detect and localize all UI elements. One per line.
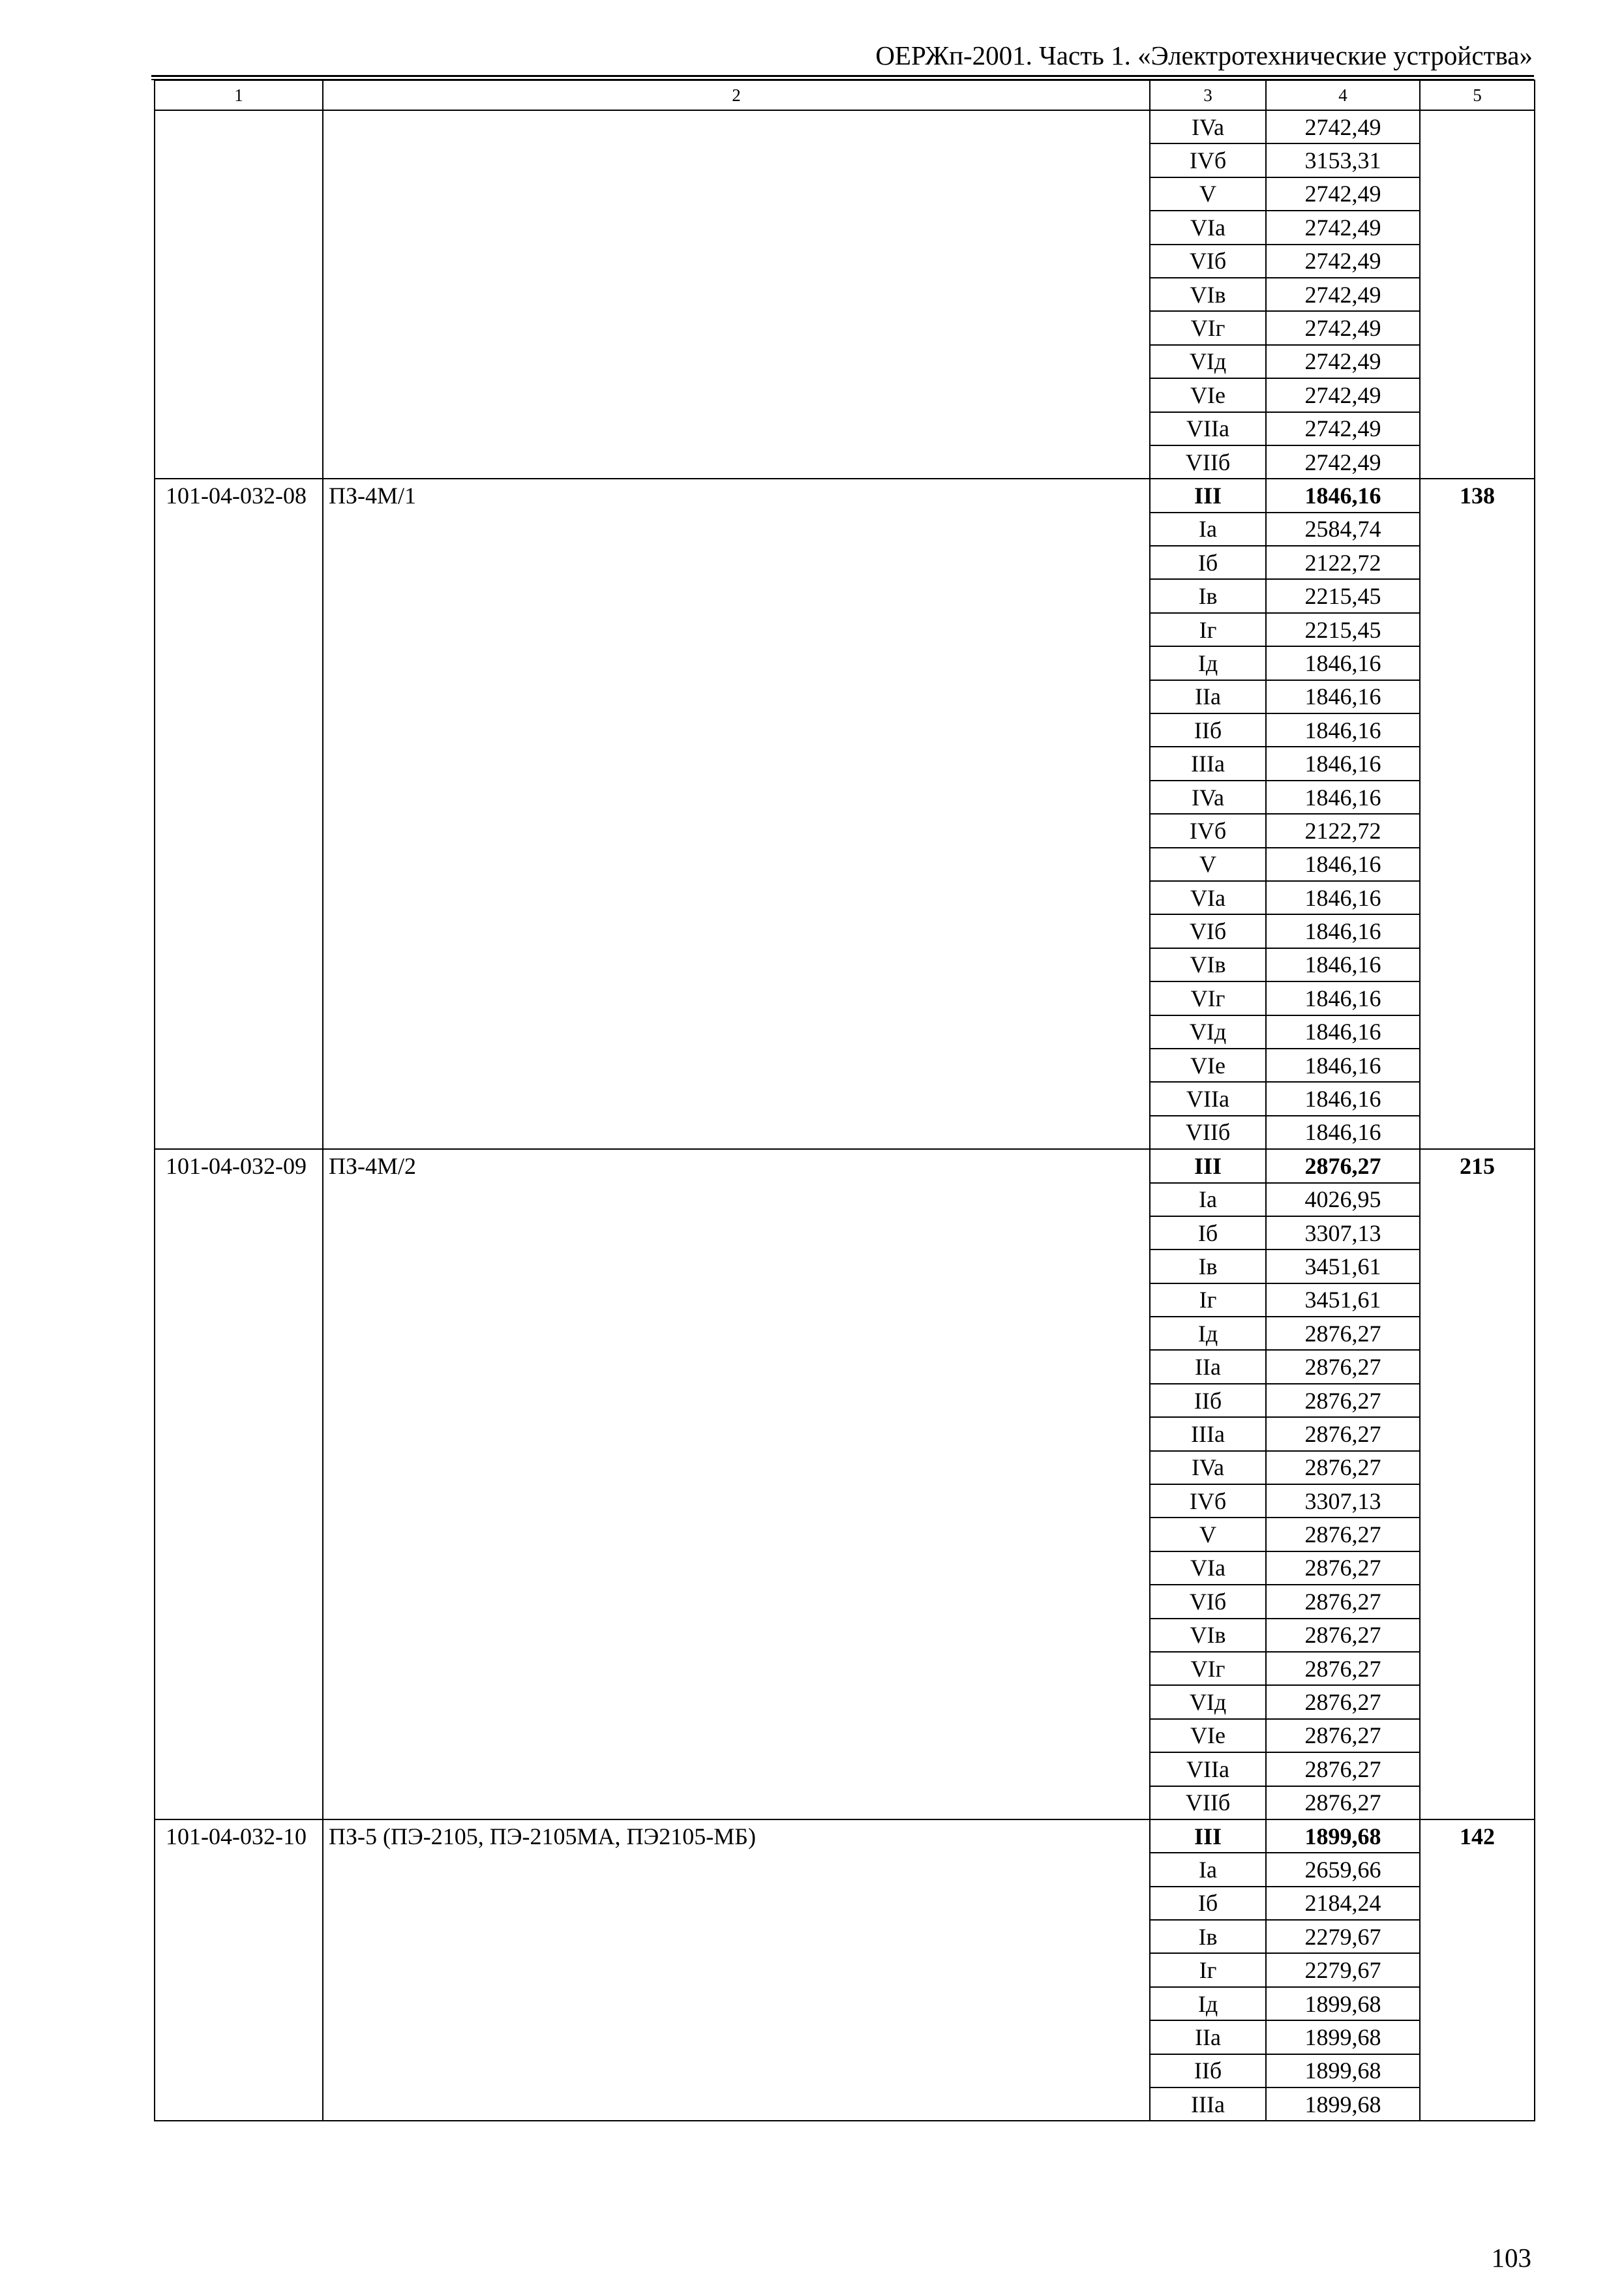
zone-cell: VIб [1150, 914, 1266, 948]
price-cell: 2742,49 [1266, 278, 1420, 311]
zone-cell: Iг [1150, 613, 1266, 646]
column-number: 2 [323, 80, 1150, 110]
price-cell: 2876,27 [1266, 1585, 1420, 1618]
price-cell: 3451,61 [1266, 1283, 1420, 1317]
zone-cell: VIIa [1150, 412, 1266, 445]
price-cell: 3307,13 [1266, 1216, 1420, 1249]
zone-cell: V [1150, 848, 1266, 881]
rates-table-body [155, 80, 1535, 2121]
price-cell: 1846,16 [1266, 948, 1420, 981]
header-rule-top [151, 75, 1534, 77]
zone-cell: IIIa [1150, 2087, 1266, 2121]
zone-cell: VIб [1150, 245, 1266, 278]
price-cell: 2876,27 [1266, 1384, 1420, 1417]
price-cell: 1846,16 [1266, 914, 1420, 948]
zone-cell: VIIa [1150, 1082, 1266, 1115]
table-row [155, 1149, 1535, 1182]
zone-cell: IVa [1150, 110, 1266, 143]
item-name: ПЗ-4М/1 [323, 479, 1150, 1149]
zone-cell: VIIб [1150, 445, 1266, 479]
price-cell: 2279,67 [1266, 1920, 1420, 1953]
zone-cell: VIa [1150, 881, 1266, 914]
zone-cell: IVб [1150, 1484, 1266, 1518]
zone-cell: VIд [1150, 1015, 1266, 1049]
zone-cell: Iв [1150, 579, 1266, 612]
price-cell: 2742,49 [1266, 412, 1420, 445]
price-cell: 2876,27 [1266, 1551, 1420, 1585]
table-row [155, 110, 1535, 143]
price-cell: 1846,16 [1266, 981, 1420, 1015]
zone-cell: VIг [1150, 981, 1266, 1015]
price-cell: 1846,16 [1266, 781, 1420, 814]
item-code: 101-04-032-08 [155, 479, 323, 1149]
column-number: 4 [1266, 80, 1420, 110]
price-cell: 1846,16 [1266, 1015, 1420, 1049]
zone-cell: VIб [1150, 1585, 1266, 1618]
price-cell: 2876,27 [1266, 1417, 1420, 1450]
price-cell: 2215,45 [1266, 579, 1420, 612]
zone-cell: Iг [1150, 1953, 1266, 1986]
price-cell: 1846,16 [1266, 680, 1420, 713]
price-cell: 2876,27 [1266, 1652, 1420, 1685]
item-name [323, 110, 1150, 479]
zone-cell: IVa [1150, 1451, 1266, 1484]
price-cell: 2876,27 [1266, 1786, 1420, 1819]
zone-cell: Ia [1150, 513, 1266, 546]
price-cell: 2876,27 [1266, 1451, 1420, 1484]
zone-cell: Iб [1150, 1216, 1266, 1249]
price-cell: 3307,13 [1266, 1484, 1420, 1518]
price-cell: 1899,68 [1266, 2087, 1420, 2121]
price-cell: 1899,68 [1266, 2054, 1420, 2087]
zone-cell: V [1150, 177, 1266, 211]
zone-cell: Ia [1150, 1183, 1266, 1216]
price-cell: 1846,16 [1266, 713, 1420, 747]
zone-cell: Iб [1150, 1887, 1266, 1920]
price-cell: 2876,27 [1266, 1518, 1420, 1551]
zone-cell: Iд [1150, 1317, 1266, 1350]
zone-cell: IIб [1150, 713, 1266, 747]
item-name: ПЗ-4М/2 [323, 1149, 1150, 1819]
item-code [155, 110, 323, 479]
zone-cell: IIб [1150, 1384, 1266, 1417]
zone-cell: III [1150, 1149, 1266, 1182]
zone-cell: IIa [1150, 1350, 1266, 1383]
price-cell: 2742,49 [1266, 177, 1420, 211]
zone-cell: VIe [1150, 378, 1266, 411]
item-name: ПЗ-5 (ПЭ-2105, ПЭ-2105МА, ПЭ2105-МБ) [323, 1819, 1150, 2121]
price-cell: 2742,49 [1266, 110, 1420, 143]
item-code: 101-04-032-10 [155, 1819, 323, 2121]
price-cell: 2876,27 [1266, 1149, 1420, 1182]
zone-cell: VIв [1150, 278, 1266, 311]
zone-cell: Iд [1150, 646, 1266, 680]
total-cell: 138 [1420, 479, 1535, 1149]
zone-cell: IVa [1150, 781, 1266, 814]
item-code: 101-04-032-09 [155, 1149, 323, 1819]
column-number: 1 [155, 80, 323, 110]
column-number-row [155, 80, 1535, 110]
price-cell: 1899,68 [1266, 1819, 1420, 1853]
price-cell: 2742,49 [1266, 345, 1420, 378]
zone-cell: VIг [1150, 1652, 1266, 1685]
price-cell: 3451,61 [1266, 1249, 1420, 1283]
price-cell: 2876,27 [1266, 1619, 1420, 1652]
zone-cell: Iг [1150, 1283, 1266, 1317]
zone-cell: VIe [1150, 1719, 1266, 1752]
total-cell: 215 [1420, 1149, 1535, 1819]
price-cell: 2876,27 [1266, 1350, 1420, 1383]
price-cell: 2876,27 [1266, 1719, 1420, 1752]
price-cell: 1846,16 [1266, 1082, 1420, 1115]
zone-cell: VIa [1150, 211, 1266, 244]
price-cell: 1846,16 [1266, 881, 1420, 914]
total-cell [1420, 110, 1535, 479]
zone-cell: IVб [1150, 814, 1266, 847]
price-cell: 1846,16 [1266, 1116, 1420, 1149]
zone-cell: Iв [1150, 1249, 1266, 1283]
zone-cell: VIIa [1150, 1752, 1266, 1786]
zone-cell: IIa [1150, 680, 1266, 713]
price-cell: 2122,72 [1266, 546, 1420, 579]
zone-cell: VIIб [1150, 1786, 1266, 1819]
zone-cell: Iд [1150, 1987, 1266, 2020]
zone-cell: IIIa [1150, 1417, 1266, 1450]
zone-cell: Iв [1150, 1920, 1266, 1953]
price-cell: 1846,16 [1266, 747, 1420, 780]
zone-cell: III [1150, 479, 1266, 512]
price-cell: 1846,16 [1266, 1049, 1420, 1082]
zone-cell: IIIa [1150, 747, 1266, 780]
price-cell: 3153,31 [1266, 143, 1420, 177]
zone-cell: IIб [1150, 2054, 1266, 2087]
zone-cell: IVб [1150, 143, 1266, 177]
zone-cell: VIe [1150, 1049, 1266, 1082]
zone-cell: VIIб [1150, 1116, 1266, 1149]
zone-cell: VIa [1150, 1551, 1266, 1585]
price-cell: 1846,16 [1266, 848, 1420, 881]
zone-cell: Iб [1150, 546, 1266, 579]
total-cell: 142 [1420, 1819, 1535, 2121]
price-cell: 2279,67 [1266, 1953, 1420, 1986]
zone-cell: VIг [1150, 311, 1266, 344]
price-cell: 2215,45 [1266, 613, 1420, 646]
table-row [155, 1819, 1535, 1853]
zone-cell: Ia [1150, 1853, 1266, 1886]
zone-cell: IIa [1150, 2020, 1266, 2054]
price-cell: 2876,27 [1266, 1752, 1420, 1786]
price-cell: 2584,74 [1266, 513, 1420, 546]
price-cell: 2184,24 [1266, 1887, 1420, 1920]
price-cell: 2742,49 [1266, 445, 1420, 479]
price-cell: 2876,27 [1266, 1317, 1420, 1350]
price-cell: 2742,49 [1266, 245, 1420, 278]
price-cell: 1899,68 [1266, 2020, 1420, 2054]
price-cell: 2742,49 [1266, 211, 1420, 244]
zone-cell: III [1150, 1819, 1266, 1853]
price-cell: 2742,49 [1266, 311, 1420, 344]
column-number: 3 [1150, 80, 1266, 110]
price-cell: 2659,66 [1266, 1853, 1420, 1886]
zone-cell: VIд [1150, 345, 1266, 378]
zone-cell: VIв [1150, 1619, 1266, 1652]
price-cell: 2742,49 [1266, 378, 1420, 411]
price-cell: 1846,16 [1266, 479, 1420, 512]
price-cell: 2876,27 [1266, 1685, 1420, 1718]
rates-table [154, 80, 1535, 2121]
price-cell: 2122,72 [1266, 814, 1420, 847]
page-number: 103 [1491, 2243, 1531, 2273]
zone-cell: VIв [1150, 948, 1266, 981]
column-number: 5 [1420, 80, 1535, 110]
price-cell: 1846,16 [1266, 646, 1420, 680]
zone-cell: VIд [1150, 1685, 1266, 1718]
price-cell: 1899,68 [1266, 1987, 1420, 2020]
table-row [155, 479, 1535, 512]
zone-cell: V [1150, 1518, 1266, 1551]
price-cell: 4026,95 [1266, 1183, 1420, 1216]
running-header: ОЕРЖп-2001. Часть 1. «Электротехнические устройства» [875, 40, 1533, 70]
